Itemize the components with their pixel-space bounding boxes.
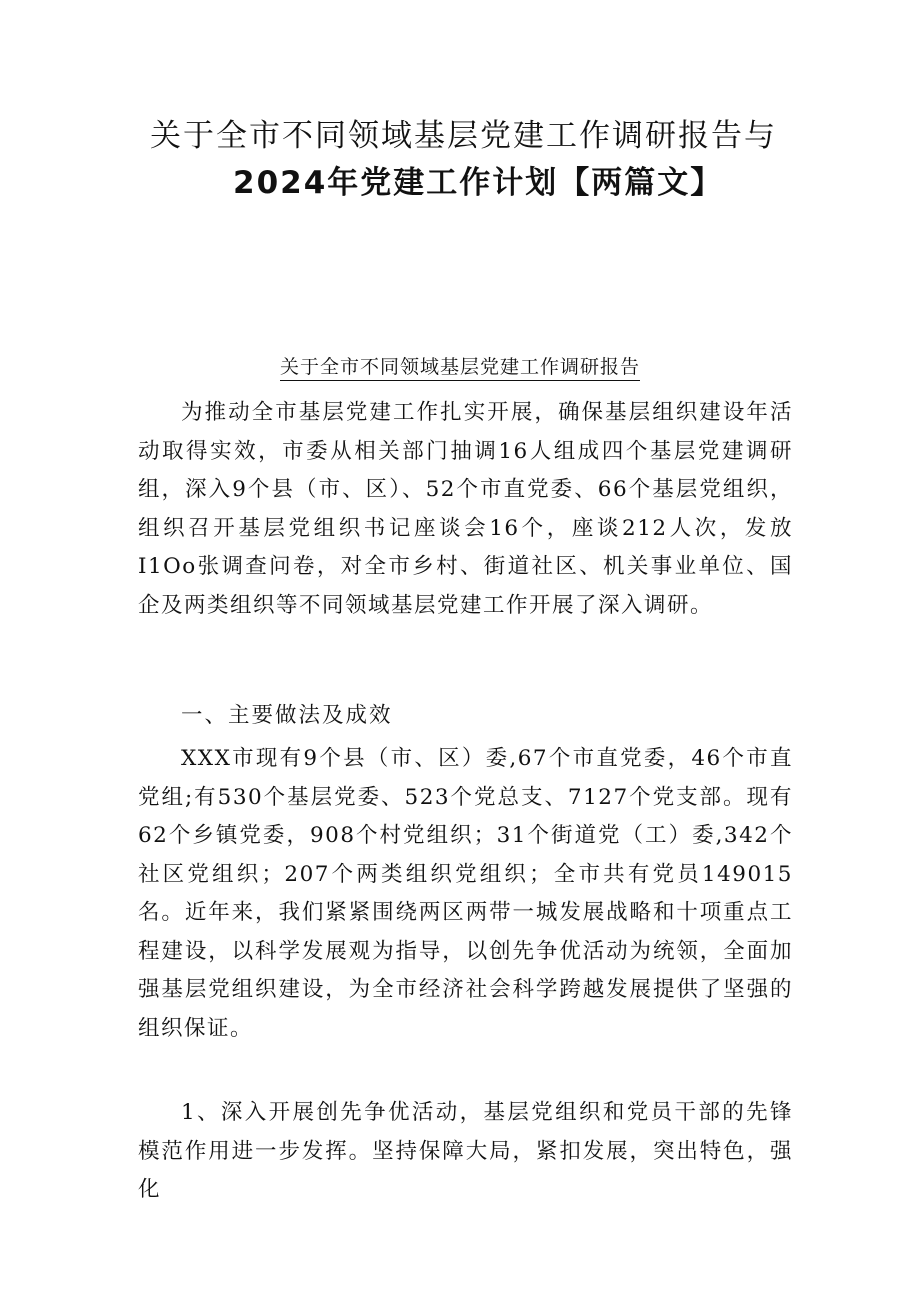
intro-paragraph: 为推动全市基层党建工作扎实开展，确保基层组织建设年活动取得实效，市委从相关部门抽调16人组成四个基层党建调研组，深入9个县（市、区）、52个市直党委、66个基层党组织，组织召开基层党组织书记座谈会16个，座谈212人次，发放I1Oo张调查问卷，对全市乡村、街道社区、机关事业单位、国企及两类组织等不同领域基层党建工作开展了深入调研。 <box>138 400 793 618</box>
report-heading <box>0 352 920 379</box>
report-heading-text: 关于全市不同领域基层党建工作调研报告 <box>280 356 640 381</box>
document-title-line-2: 2024年党建工作计划【两篇文】 <box>233 165 724 201</box>
document-title-line-1: 关于全市不同领域基层党建工作调研报告与 <box>150 118 777 154</box>
section-heading: 一、主要做法及成效 <box>181 703 393 728</box>
body-paragraph-2: 1、深入开展创先争优活动，基层党组织和党员干部的先锋模范作用进一步发挥。坚持保障大局，紧扣发展，突出特色，强化 <box>138 1100 793 1202</box>
body-paragraph: XXX市现有9个县（市、区）委,67个市直党委，46个市直党组;有530个基层党委、523个党总支、7127个党支部。现有62个乡镇党委，908个村党组织；31个街道党（工）委,342个社区党组织；207个两类组织党组织；全市共有党员149015名。近年来，我们紧紧围绕两区两带一城发展战略和十项重点工程建设，以科学发展观为指导，以创先争优活动为统领，全面加强基层党组织建设，为全市经济社会科学跨越发展提供了坚强的组织保证。 <box>138 746 793 1041</box>
